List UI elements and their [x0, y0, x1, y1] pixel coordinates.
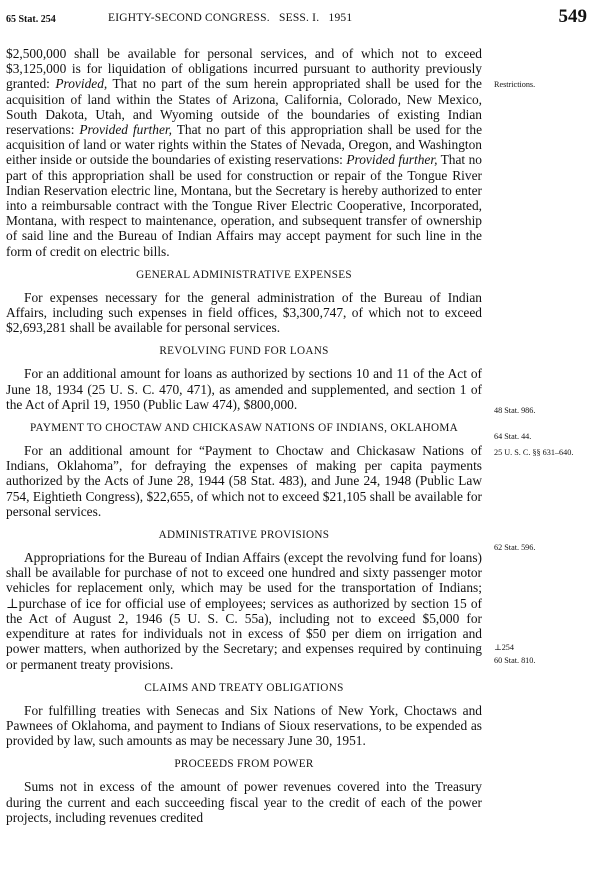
- text-run: $2,500,000 shall be available for personal services, and of which not to exceed $3,125,000 is for liquidation of obligations incurred pursuant to authority previously granted:: [6, 46, 482, 92]
- running-header: [6, 6, 589, 28]
- section-heading-general-administrative: GENERAL ADMINISTRATIVE EXPENSES: [136, 268, 352, 281]
- margin-note-48-stat: 48 Stat. 986.: [494, 406, 536, 415]
- paragraph-claims-treaty: For fulfilling treaties with Senecas and Six Nations of New York, Choctaws and Pawnees of Oklahoma, and payment to Indians of Sioux reservations, to be expended as provided by law, such amounts as may be necessary June 30, 1951.: [6, 702, 482, 749]
- running-title: EIGHTY-SECOND CONGRESS. SESS. I. 1951: [108, 12, 353, 24]
- text-run: That no part of this appropriation shall be used for construction or repair of the Tongue River Indian Reservation electric line, Montana, but the Secretary is hereby authorized to enter into a reimbursable contract with the Tongue River Electric Cooperative, Incorporated, Montana, with respect to maintenance, operation, and subsequent transfer of ownership of said line and the Bureau of Indian Affairs may accept payment for such line in the form of credit on electric bills.: [6, 152, 482, 259]
- text-run: That no part of this appropriation shall be used for the acquisition of land or water rights within the States of Nevada, Oregon, and Washington either inside or outside the boundaries of existing reservations:: [6, 122, 483, 168]
- margin-note-60-stat: 60 Stat. 810.: [494, 656, 536, 665]
- section-heading-revolving-fund: REVOLVING FUND FOR LOANS: [159, 345, 329, 358]
- provided-italic: Provided further,: [79, 122, 172, 138]
- margin-note-page-mark: ⊥254: [494, 643, 514, 652]
- main-text: [6, 46, 482, 825]
- margin-note-25-usc: 25 U. S. C. §§ 631–640.: [494, 448, 574, 457]
- paragraph-general-administrative: For expenses necessary for the general administration of the Bureau of Indian Affairs, including such expenses in field offices, $3,300,747, of which not to exceed $2,693,281 shall be available for personal services.: [6, 289, 482, 336]
- margin-note-restrictions: Restrictions.: [494, 80, 536, 89]
- paragraph-proceeds-power: Sums not in excess of the amount of power revenues covered into the Treasury during the current and each succeeding fiscal year to the credit of each of the power projects, including revenues credited: [6, 779, 482, 825]
- section-heading-choctaw-chickasaw: PAYMENT TO CHOCTAW AND CHICKASAW NATIONS OF INDIANS, OKLAHOMA: [29, 422, 459, 435]
- section-heading-proceeds-power: PROCEEDS FROM POWER: [174, 758, 314, 771]
- provided-italic: Provided,: [55, 76, 108, 92]
- paragraph-revolving-fund: For an additional amount for loans as authorized by sections 10 and 11 of the Act of June 18, 1934 (25 U. S. C. 470, 471), as amended and supplemented, and section 1 of the Act of April 19, 1950 (Public Law 474), $800,000.: [6, 366, 482, 412]
- paragraph-choctaw-chickasaw: For an additional amount for “Payment to Choctaw and Chickasaw Nations of Indians, Oklahoma”, for defraying the expenses of making per capita payments authorized by the Acts of June 28, 1944 (58 Stat. 483), and June 24, 1948 (Public Law 754, Eightieth Congress), $22,655, of which not to exceed $21,105 shall be available for personal services.: [6, 443, 482, 519]
- text-run: That no part of the sum herein appropriated shall be used for the acquisition of land within the States of Arizona, California, Colorado, New Mexico, South Dakota, Utah, and Wyoming outside of the boundaries of existing Indian reservations:: [6, 76, 482, 138]
- provided-italic: Provided further,: [346, 152, 438, 168]
- section-heading-administrative-provisions: ADMINISTRATIVE PROVISIONS: [158, 529, 330, 542]
- paragraph-appropriation-continued: [6, 46, 482, 259]
- page-number: 549: [558, 6, 587, 27]
- paragraph-administrative-provisions: Appropriations for the Bureau of Indian Affairs (except the revolving fund for loans) shall be available for purchase of not to exceed one hundred and sixty passenger motor vehicles for replacement only, which may be used for the transportation of Indians; ⊥purchase of ice for official use of employees; services as authorized by section 15 of the Act of August 2, 1946 (5 U. S. C. 55a), including not to exceed $5,000 for expenditure at rates for individuals not in excess of $50 per diem on irrigation and power matters, when authorized by the Secretary; and expenses required by continuing or permanent treaty provisions.: [6, 550, 482, 672]
- margin-note-64-stat: 64 Stat. 44.: [494, 432, 532, 441]
- section-heading-claims-treaty: CLAIMS AND TREATY OBLIGATIONS: [144, 681, 344, 694]
- margin-note-62-stat: 62 Stat. 596.: [494, 543, 536, 552]
- statute-citation: 65 Stat. 254: [6, 14, 56, 25]
